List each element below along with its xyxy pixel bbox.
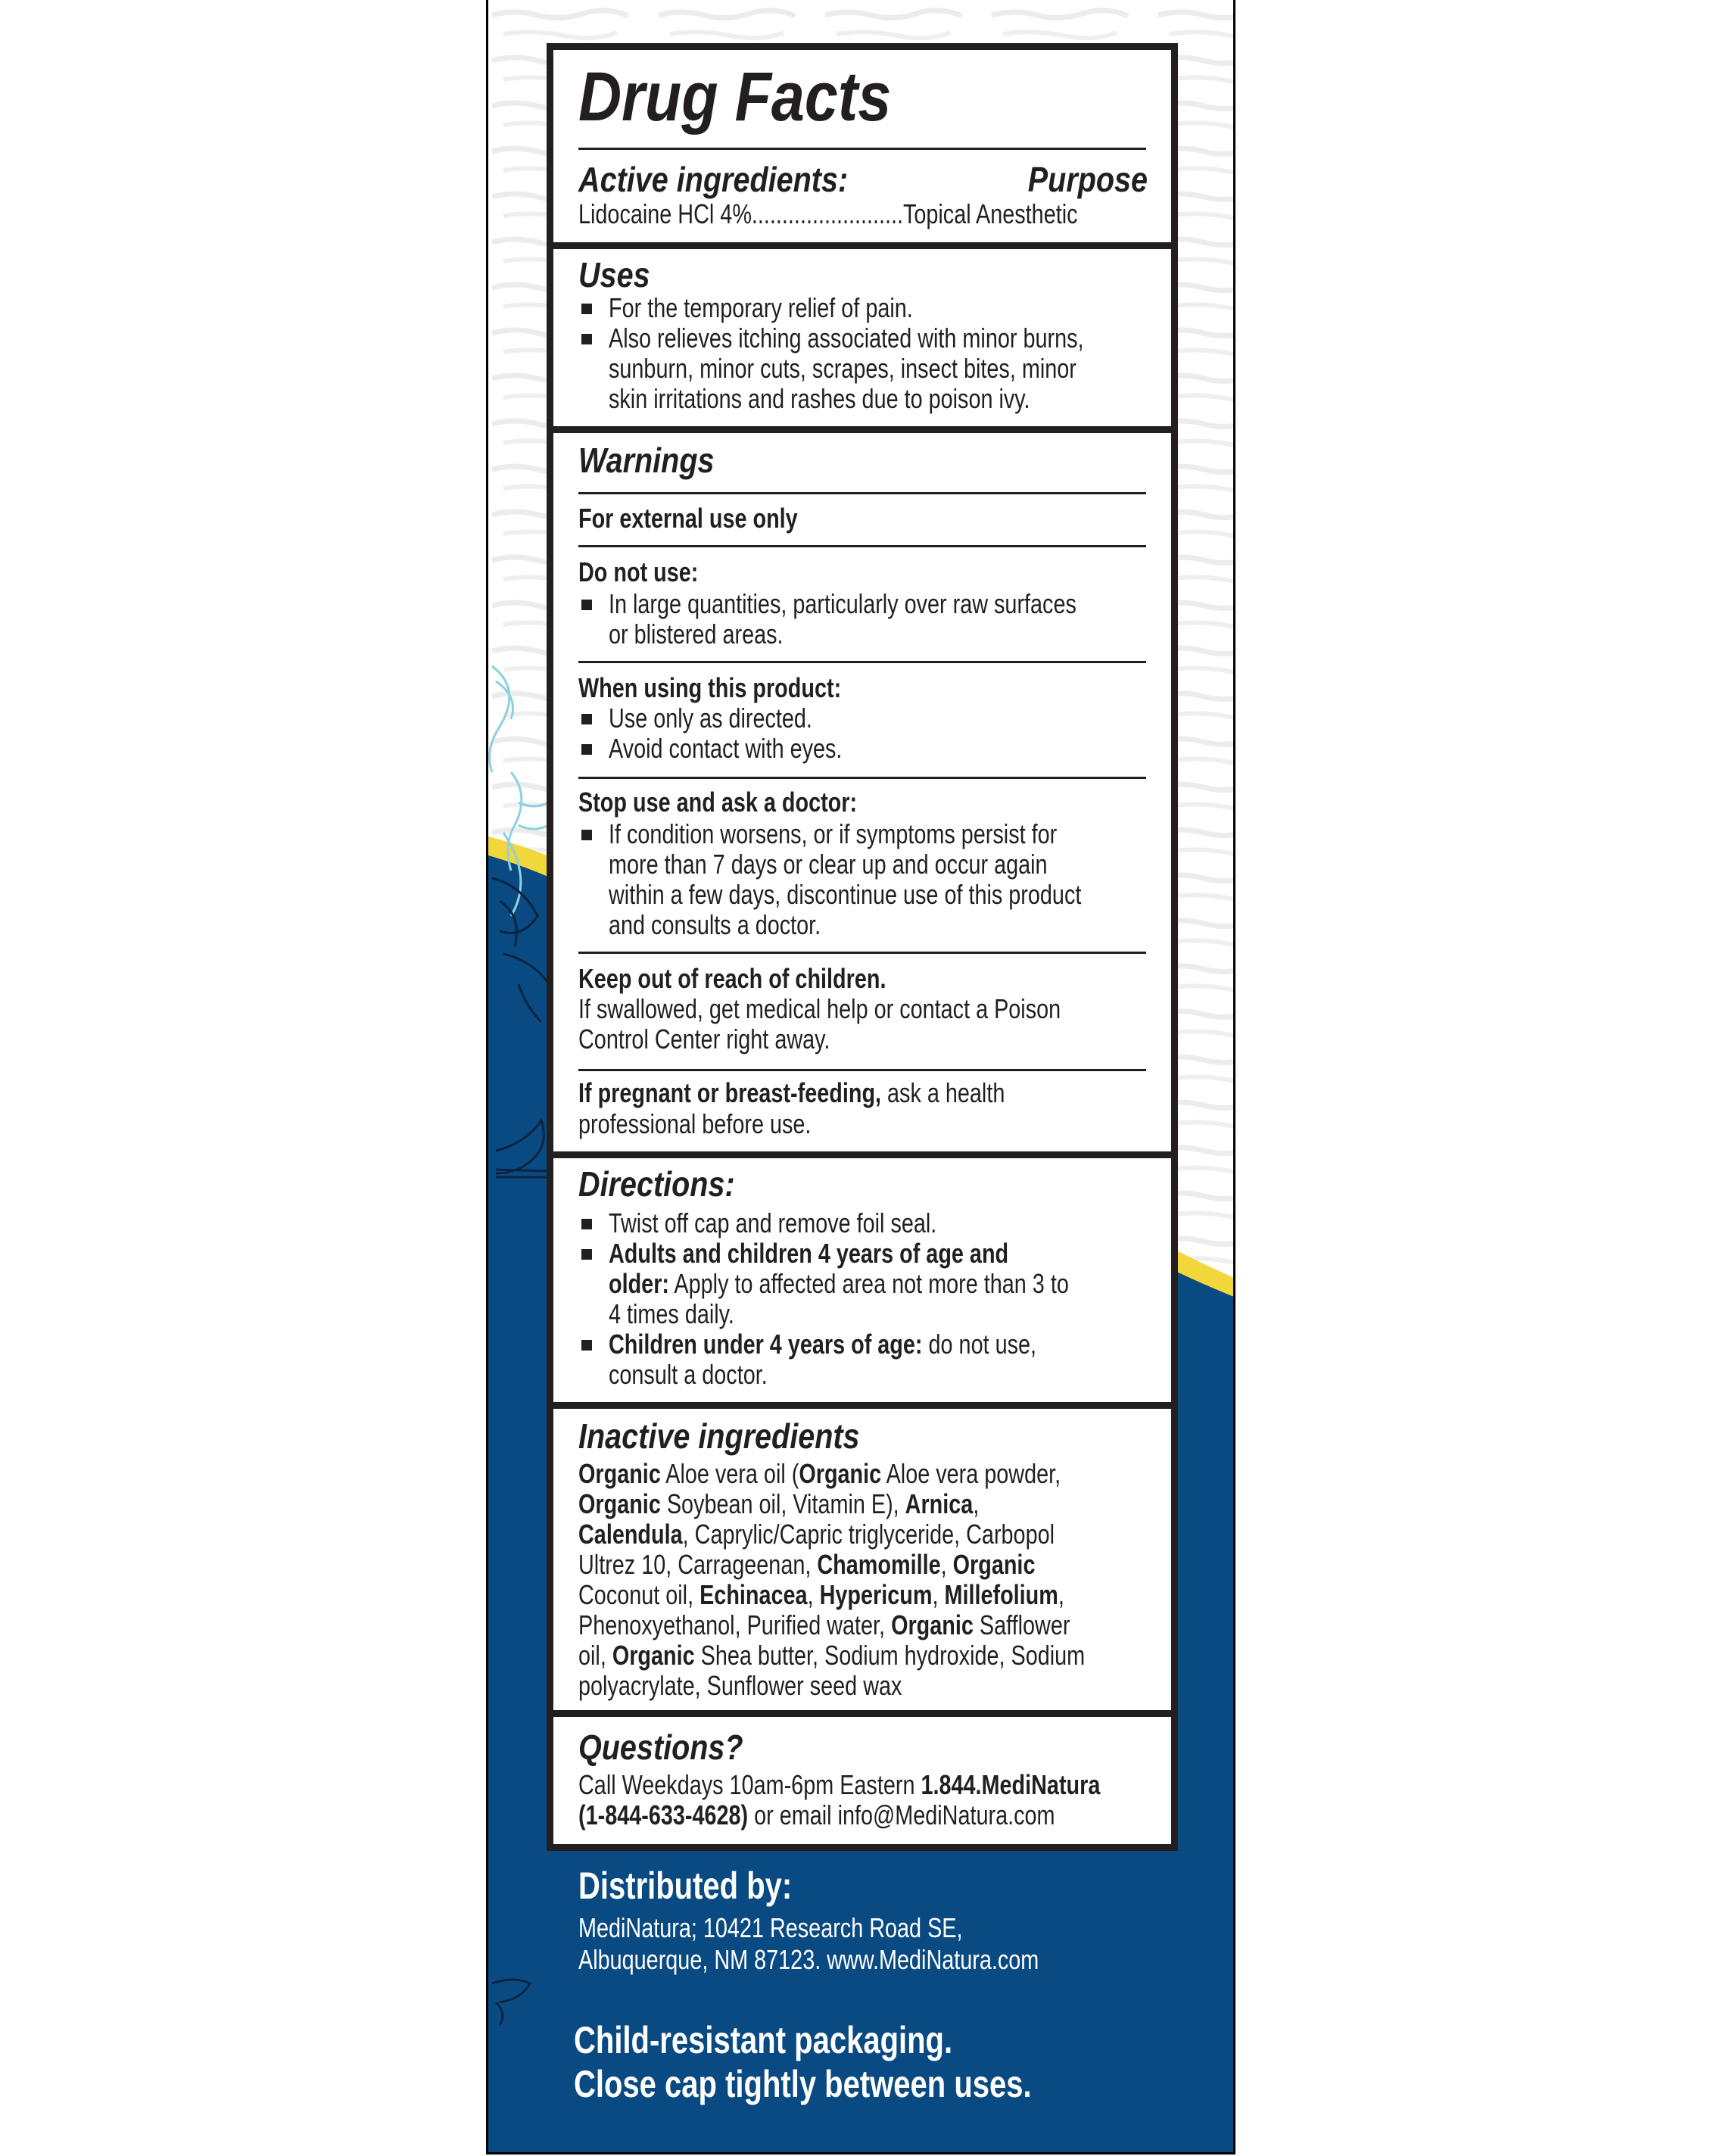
bullet-icon <box>581 334 592 344</box>
stop-use-item-cont: within a few days, discontinue use of this product <box>609 879 1082 910</box>
directions-item: Twist off cap and remove foil seal. <box>609 1207 937 1238</box>
ingredient-text: polyacrylate, Sunflower seed wax <box>578 1670 902 1701</box>
bullet-icon <box>581 1219 592 1229</box>
inactive-ingredients-heading: Inactive ingredients <box>578 1416 860 1456</box>
ingredient-text: , <box>973 1488 980 1519</box>
bullet-icon <box>581 1249 592 1260</box>
directions-text: Apply to affected area not more than 3 to <box>669 1268 1069 1299</box>
uses-item: Also relieves itching associated with minor burns, <box>609 322 1084 354</box>
directions-bold: Children under 4 years of age: <box>609 1329 923 1360</box>
questions-heading: Questions? <box>578 1728 743 1767</box>
questions-hours: Call Weekdays 10am-6pm Eastern <box>578 1769 921 1800</box>
ingredient-bold: Hypericum <box>819 1579 933 1610</box>
bullet-icon <box>581 304 592 314</box>
do-not-use-item-cont: or blistered areas. <box>609 618 784 650</box>
section-divider <box>547 426 1178 433</box>
section-divider <box>547 242 1178 249</box>
keep-out-text: If swallowed, get medical help or contact a Poison <box>578 993 1061 1024</box>
bullet-icon <box>581 600 592 610</box>
warnings-rule <box>578 661 1146 663</box>
warnings-rule <box>578 492 1146 494</box>
phone-number[interactable]: (1-844-633-4628) <box>578 1799 749 1830</box>
uses-item: For the temporary relief of pain. <box>609 292 913 323</box>
drug-facts-title: Drug Facts <box>578 58 892 136</box>
inactive-ingredients-line <box>578 1551 1035 1578</box>
active-ingredient-purpose: Topical Anesthetic <box>902 198 1078 229</box>
close-cap-notice: Close cap tightly between uses. <box>574 2063 1032 2105</box>
directions-item-cont: 4 times daily. <box>609 1298 734 1329</box>
when-using-item: Avoid contact with eyes. <box>609 733 843 764</box>
ingredient-bold: Organic <box>799 1458 882 1489</box>
ingredient-bold: Organic <box>578 1458 661 1489</box>
stop-use-item: If condition worsens, or if symptoms persist for <box>609 818 1058 849</box>
when-using-item: Use only as directed. <box>609 703 812 734</box>
inactive-ingredients-line <box>578 1488 980 1519</box>
directions-item <box>609 1331 1036 1358</box>
leader-dots: ......................... <box>751 198 903 229</box>
questions-line <box>578 1799 1055 1830</box>
inactive-ingredients-line <box>578 1672 902 1700</box>
inactive-ingredients-line <box>578 1609 1070 1640</box>
ingredient-bold: Echinacea <box>699 1579 808 1610</box>
ingredient-text: Ultrez 10, Carrageenan, <box>578 1549 818 1580</box>
ingredient-bold: Millefolium <box>944 1579 1058 1610</box>
ingredient-text: Coconut oil, <box>578 1579 700 1610</box>
bullet-icon <box>581 830 592 840</box>
do-not-use-item: In large quantities, particularly over raw surfaces <box>609 588 1076 619</box>
ingredient-text: , <box>1058 1579 1064 1610</box>
uses-item-cont: skin irritations and rashes due to poison ivy. <box>609 383 1030 414</box>
active-ingredient-name: Lidocaine HCl 4% <box>578 198 752 229</box>
warnings-rule <box>578 952 1146 954</box>
ingredient-text: Shea butter, Sodium hydroxide, Sodium <box>694 1640 1086 1671</box>
ingredient-text: , <box>932 1579 945 1610</box>
pregnant-warning-rest: ask a health <box>881 1077 1005 1108</box>
directions-item-cont <box>609 1270 1069 1298</box>
stop-use-item-cont: and consults a doctor. <box>609 909 821 940</box>
directions-item-cont: consult a doctor. <box>609 1359 768 1390</box>
ingredient-text: , <box>807 1579 820 1610</box>
bullet-icon <box>581 1340 592 1351</box>
ingredient-text: , <box>940 1549 953 1580</box>
questions-email[interactable]: or email info@MediNatura.com <box>748 1799 1055 1830</box>
ingredient-bold: Arnica <box>905 1488 974 1519</box>
ingredient-text: , Caprylic/Capric triglyceride, Carbopol <box>682 1519 1055 1550</box>
distributor-address[interactable]: Albuquerque, NM 87123. www.MediNatura.com <box>578 1944 1039 1975</box>
warnings-rule <box>578 545 1146 547</box>
inactive-ingredients-line <box>578 1581 1064 1609</box>
when-using-heading: When using this product: <box>578 672 842 703</box>
directions-item: Adults and children 4 years of age and <box>609 1238 1009 1269</box>
ingredient-text: Phenoxyethanol, Purified water, <box>578 1609 892 1640</box>
directions-text: do not use, <box>922 1329 1037 1360</box>
uses-item-cont: sunburn, minor cuts, scrapes, insect bites, minor <box>609 353 1076 384</box>
keep-out-heading: Keep out of reach of children. <box>578 963 886 994</box>
section-divider <box>547 1151 1178 1158</box>
uses-heading: Uses <box>578 255 650 294</box>
section-divider <box>547 1710 1178 1717</box>
keep-out-text: Control Center right away. <box>578 1023 830 1055</box>
ingredient-bold: Organic <box>891 1609 974 1640</box>
active-ingredient-row <box>578 198 1078 229</box>
section-divider <box>547 1402 1178 1409</box>
directions-heading: Directions: <box>578 1164 735 1204</box>
ingredient-bold: Organic <box>952 1549 1036 1580</box>
ingredient-bold: Organic <box>578 1488 661 1519</box>
pregnant-warning-bold: If pregnant or breast-feeding, <box>578 1077 882 1108</box>
title-rule <box>578 148 1146 150</box>
ingredient-bold: Calendula <box>578 1519 683 1550</box>
ingredient-bold: Chamomille <box>817 1549 941 1580</box>
stop-use-heading: Stop use and ask a doctor: <box>578 787 858 818</box>
ingredient-text: Safflower <box>973 1609 1070 1640</box>
stop-use-item-cont: more than 7 days or clear up and occur again <box>609 849 1048 880</box>
directions-bold: older: <box>609 1268 670 1299</box>
inactive-ingredients-line <box>578 1642 1085 1669</box>
pregnant-warning <box>578 1077 1005 1108</box>
active-ingredients-heading: Active ingredients: <box>578 160 849 199</box>
inactive-ingredients-line <box>578 1460 1061 1488</box>
warnings-heading: Warnings <box>578 441 715 480</box>
warnings-rule <box>578 777 1146 779</box>
inactive-ingredients-line <box>578 1521 1055 1548</box>
child-resistant-notice: Child-resistant packaging. <box>574 2019 953 2061</box>
questions-line <box>578 1771 1100 1799</box>
ingredient-text: Aloe vera oil ( <box>660 1458 799 1489</box>
warnings-rule <box>578 1069 1146 1071</box>
ingredient-text: oil, <box>578 1640 612 1671</box>
ingredient-text: Aloe vera powder, <box>881 1458 1061 1489</box>
phone-vanity[interactable]: 1.844.MediNatura <box>921 1769 1101 1800</box>
bullet-icon <box>581 744 592 755</box>
do-not-use-heading: Do not use: <box>578 556 699 587</box>
ingredient-bold: Organic <box>612 1640 695 1671</box>
external-use-warning: For external use only <box>578 503 798 534</box>
distributor-address: MediNatura; 10421 Research Road SE, <box>578 1912 963 1943</box>
purpose-heading: Purpose <box>1027 160 1148 199</box>
ingredient-text: Soybean oil, Vitamin E), <box>660 1488 905 1519</box>
bullet-icon <box>581 714 592 724</box>
distributed-by-heading: Distributed by: <box>578 1865 793 1907</box>
pregnant-warning-cont: professional before use. <box>578 1108 812 1139</box>
